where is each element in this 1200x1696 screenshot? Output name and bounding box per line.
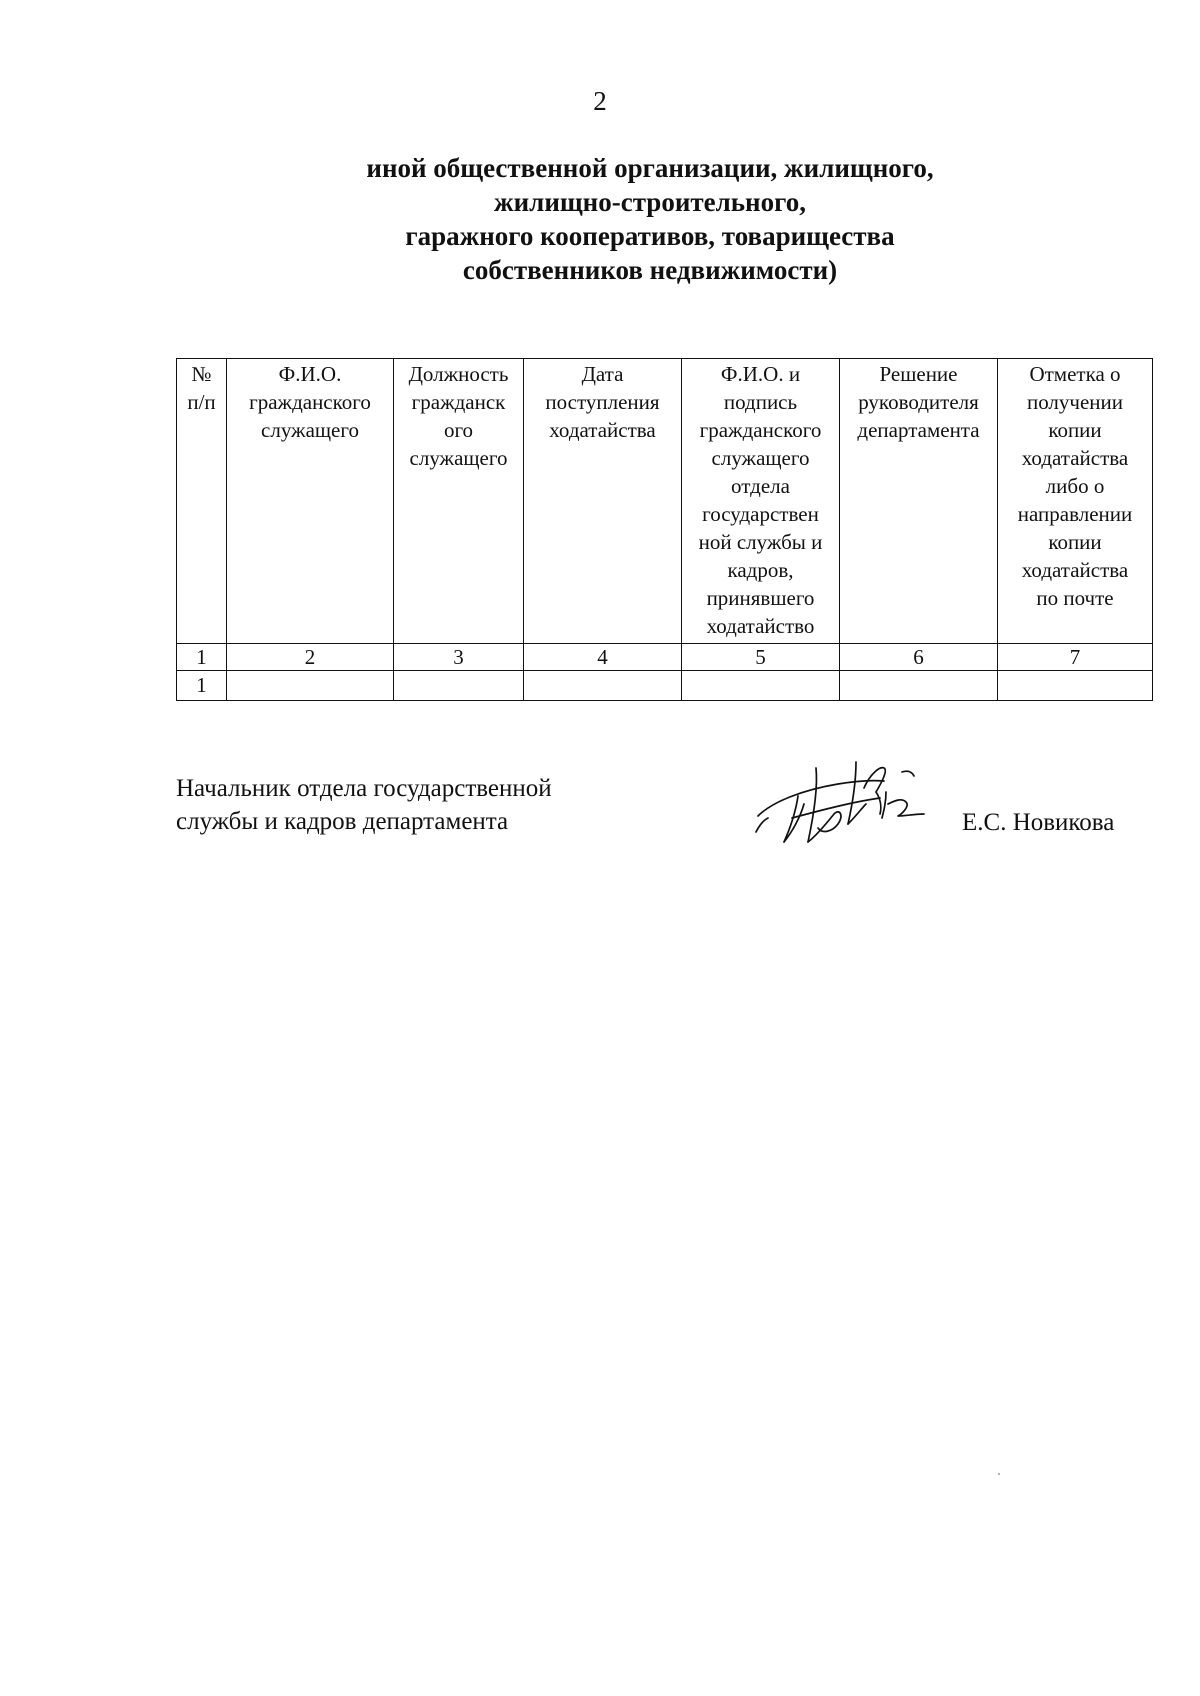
header-cell-line: кадров,	[727, 558, 794, 582]
header-cell-line: ходатайство	[706, 614, 815, 638]
header-cell-number	[177, 359, 227, 644]
header-cell-line: Ф.И.О.	[278, 362, 342, 386]
column-number-cell: 2	[227, 644, 394, 671]
heading-line: гаражного кооперативов, товарищества	[405, 221, 895, 251]
table-cell: 1	[177, 671, 227, 701]
header-cell-employee-position	[394, 359, 524, 644]
table-cell	[998, 671, 1153, 701]
header-cell-line: №	[191, 362, 212, 386]
header-cell-line: отдела	[731, 474, 790, 498]
header-cell-receiver-signature	[682, 359, 840, 644]
table-cell	[524, 671, 682, 701]
header-cell-line: ходатайства	[549, 418, 656, 442]
heading-line: жилищно-строительного,	[494, 187, 806, 217]
column-number-cell: 1	[177, 644, 227, 671]
header-cell-line: по почте	[1036, 586, 1114, 610]
signatory-position-line: Начальник отдела государственной	[176, 775, 552, 802]
header-cell-line: либо о	[1045, 474, 1105, 498]
header-cell-line: департамента	[857, 418, 980, 442]
header-cell-line: руководителя	[858, 390, 979, 414]
header-cell-line: подпись	[723, 390, 798, 414]
header-cell-line: гражданского	[699, 418, 822, 442]
header-cell-line: Отметка о	[1029, 362, 1121, 386]
header-cell-line: Ф.И.О. и	[720, 362, 801, 386]
petition-registry-table	[176, 358, 1153, 701]
header-cell-line: Решение	[879, 362, 958, 386]
column-number-cell: 3	[394, 644, 524, 671]
column-number-cell: 5	[682, 644, 840, 671]
heading-line: собственников недвижимости)	[462, 255, 838, 285]
header-cell-line: поступления	[545, 390, 660, 414]
header-cell-line: служащего	[711, 446, 810, 470]
header-cell-line: гражданск	[411, 390, 506, 414]
column-number-cell: 4	[524, 644, 682, 671]
header-cell-line: служащего	[261, 418, 359, 442]
signatory-position	[176, 772, 552, 838]
header-cell-line: копии	[1048, 418, 1102, 442]
header-cell-line: п/п	[187, 390, 216, 414]
document-heading	[340, 151, 960, 287]
signatory-position-line: службы и кадров департамента	[176, 808, 509, 835]
table-cell	[682, 671, 840, 701]
header-cell-line: служащего	[409, 446, 508, 470]
signatory-name: Е.С. Новикова	[962, 809, 1115, 836]
page-number: 2	[593, 86, 607, 116]
header-cell-line: ходатайства	[1021, 558, 1129, 582]
header-cell-line: государствен	[702, 502, 819, 526]
header-cell-line: получении	[1026, 390, 1124, 414]
column-number-cell: 6	[840, 644, 998, 671]
header-cell-line: ходатайства	[1021, 446, 1129, 470]
scan-speck	[998, 1473, 1000, 1475]
table-cell	[227, 671, 394, 701]
table-cell	[394, 671, 524, 701]
table-row	[177, 671, 1153, 701]
handwritten-signature	[752, 758, 938, 850]
header-cell-line: принявшего	[706, 586, 815, 610]
header-cell-line: Должность	[408, 362, 509, 386]
header-cell-line: гражданского	[249, 390, 371, 414]
header-cell-line: ого	[443, 418, 474, 442]
header-cell-line: направлении	[1017, 502, 1133, 526]
header-cell-copy-receipt-mark	[998, 359, 1153, 644]
heading-line: иной общественной организации, жилищного,	[366, 153, 934, 183]
header-cell-department-head-decision	[840, 359, 998, 644]
table-header-row	[177, 359, 1153, 644]
header-cell-line: ной службы и	[698, 530, 823, 554]
header-cell-line: копии	[1048, 530, 1102, 554]
column-number-cell: 7	[998, 644, 1153, 671]
header-cell-line: Дата	[581, 362, 624, 386]
table-cell	[840, 671, 998, 701]
column-number-row	[177, 644, 1153, 671]
header-cell-employee-name	[227, 359, 394, 644]
header-cell-petition-date	[524, 359, 682, 644]
